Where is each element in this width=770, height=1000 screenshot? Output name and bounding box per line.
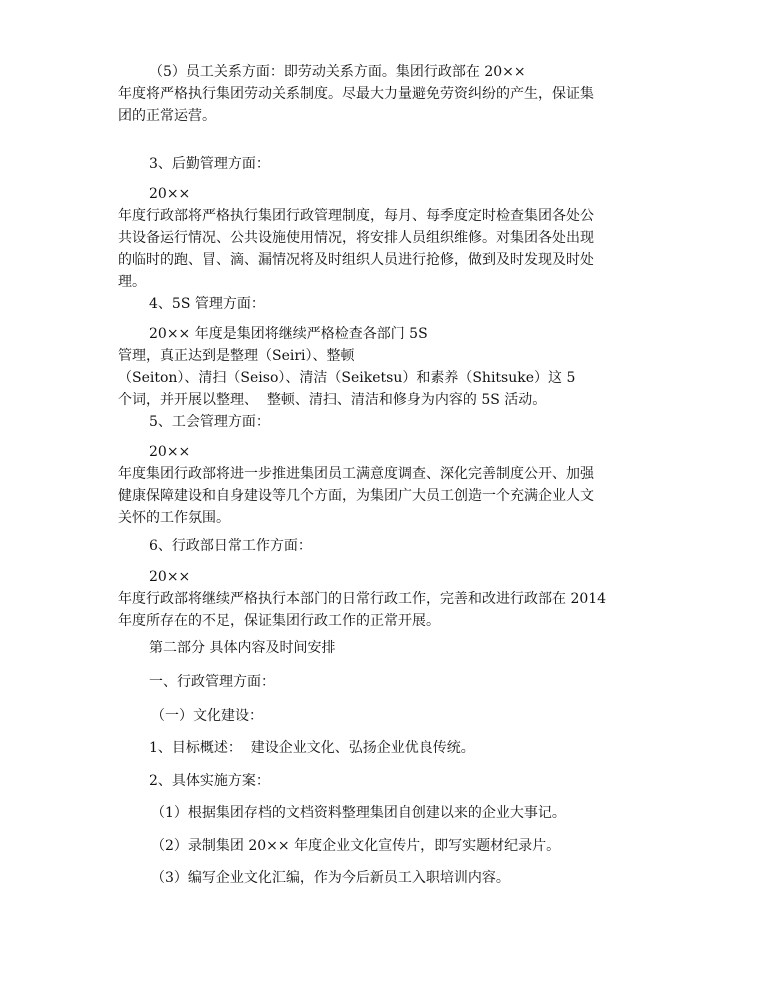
text-line: 第二部分 具体内容及时间安排 [149, 640, 336, 656]
text-line: （5）员工关系方面：即劳动关系方面。集团行政部在 20×× [149, 64, 526, 80]
text-line: 1、目标概述： 建设企业文化、弘扬企业优良传统。 [149, 740, 475, 756]
paragraph-union [118, 441, 658, 529]
text-line: 关怀的工作氛围。 [118, 510, 230, 526]
text-line: 年度集团行政部将进一步推进集团员工满意度调查、深化完善制度公开、加强 [118, 466, 594, 482]
heading-5s [118, 293, 658, 315]
text-line: 5、工会管理方面： [149, 414, 270, 430]
text-line: 管理，真正达到是整理（Seiri）、整顿 [118, 348, 355, 364]
text-line: 20×× [149, 444, 191, 460]
text-line: 的临时的跑、冒、滴、漏情况将及时组织人员进行抢修，做到及时发现及时处 [118, 252, 594, 268]
paragraph-logistics [118, 183, 658, 293]
text-line: 理。 [118, 274, 146, 290]
text-line: 年度所存在的不足，保证集团行政工作的正常开展。 [118, 613, 440, 629]
text-line: 年度行政部将继续严格执行本部门的日常行政工作，完善和改进行政部在 2014 [118, 591, 607, 607]
heading-admin-management [118, 671, 658, 693]
text-line: （Seiton）、清扫（Seiso）、清洁（Seiketsu）和素养（Shitsuke）这 5 [118, 370, 576, 386]
text-line: 一、行政管理方面： [149, 674, 275, 690]
text-line: 健康保障建设和自身建设等几个方面，为集团广大员工创造一个充满企业人文 [118, 488, 594, 504]
text-line: （2）录制集团 20×× 年度企业文化宣传片，即写实题材纪录片。 [151, 838, 561, 854]
heading-union [118, 411, 658, 433]
text-line: 20×× [149, 186, 191, 202]
paragraph-daily-work [118, 566, 658, 632]
list-item-2 [118, 835, 658, 857]
heading-daily-work [118, 535, 658, 557]
text-line: （一）文化建设： [151, 708, 263, 724]
text-line: 年度将严格执行集团劳动关系制度。尽最大力量避免劳资纠纷的产生，保证集 [118, 86, 594, 102]
heading-culture-building [118, 705, 658, 727]
text-line: 2、具体实施方案： [149, 773, 270, 789]
text-line: 年度行政部将严格执行集团行政管理制度，每月、每季度定时检查集团各处公 [118, 208, 594, 224]
text-line: 个词，并开展以整理、 整顿、清扫、清洁和修身为内容的 5S 活动。 [118, 392, 547, 408]
text-line: 团的正常运营。 [118, 108, 216, 124]
heading-part-two [118, 637, 658, 659]
list-item-1 [118, 802, 658, 824]
text-line: 20×× 年度是集团将继续严格检查各部门 5S [149, 326, 428, 342]
text-line: 3、后勤管理方面： [149, 156, 270, 172]
text-line: 共设备运行情况、公共设施使用情况，将安排人员组织维修。对集团各处出现 [118, 230, 594, 246]
paragraph-goal-overview [118, 737, 658, 759]
text-line: （3）编写企业文化汇编，作为今后新员工入职培训内容。 [151, 870, 510, 886]
heading-implementation-plan [118, 770, 658, 792]
paragraph-employee-relations [118, 61, 658, 127]
text-line: （1）根据集团存档的文档资料整理集团自创建以来的企业大事记。 [151, 805, 566, 821]
text-line: 4、5S 管理方面： [149, 296, 265, 312]
text-line: 20×× [149, 569, 191, 585]
text-line: 6、行政部日常工作方面： [149, 538, 312, 554]
heading-logistics [118, 153, 658, 175]
list-item-3 [118, 867, 658, 889]
paragraph-5s [118, 323, 658, 411]
